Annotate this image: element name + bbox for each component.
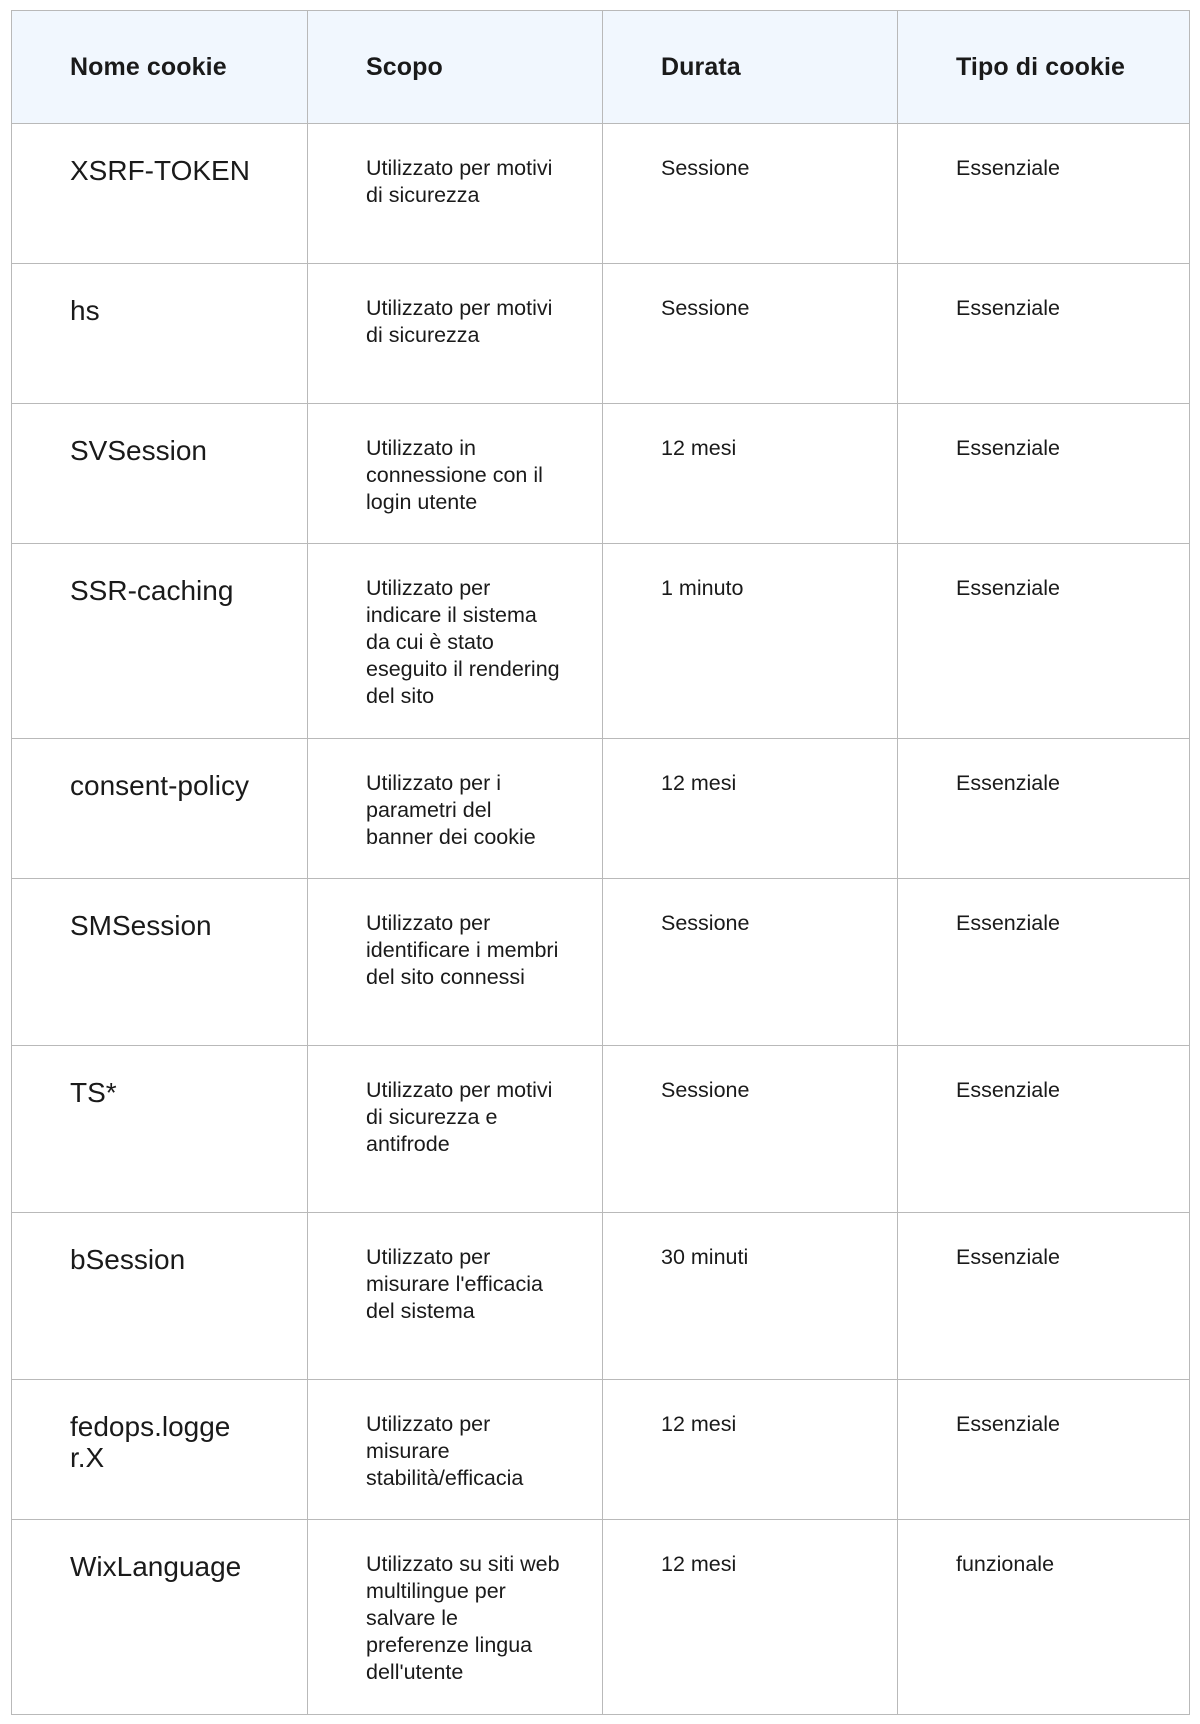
table-row	[12, 544, 1190, 739]
cookie-duration: 12 mesi	[603, 1520, 898, 1715]
table-row	[12, 404, 1190, 544]
table-row	[12, 1520, 1190, 1715]
cookie-type: Essenziale	[898, 1380, 1190, 1520]
cookie-purpose: Utilizzato per i parametri del banner dei cookie	[308, 739, 603, 879]
cookie-name	[12, 1380, 308, 1520]
table-row	[12, 739, 1190, 879]
cookie-type: Essenziale	[898, 1213, 1190, 1380]
cookie-name: XSRF-TOKEN	[12, 124, 308, 264]
table-row	[12, 124, 1190, 264]
cookie-type: Essenziale	[898, 124, 1190, 264]
table-body	[12, 124, 1190, 1715]
cookie-type: Essenziale	[898, 739, 1190, 879]
header-row	[12, 11, 1190, 124]
cookie-type: Essenziale	[898, 264, 1190, 404]
cookie-duration: 1 minuto	[603, 544, 898, 739]
header-type: Tipo di cookie	[898, 11, 1190, 124]
cookie-purpose: Utilizzato su siti web multilingue per salvare le preferenze lingua dell'utente	[308, 1520, 603, 1715]
header-duration: Durata	[603, 11, 898, 124]
cookie-name: WixLanguage	[12, 1520, 308, 1715]
header-purpose: Scopo	[308, 11, 603, 124]
cookie-duration: Sessione	[603, 1046, 898, 1213]
table-row	[12, 879, 1190, 1046]
cookie-duration: 30 minuti	[603, 1213, 898, 1380]
cookie-table	[11, 10, 1190, 1715]
cookie-type: Essenziale	[898, 544, 1190, 739]
table-header	[12, 11, 1190, 124]
cookie-purpose: Utilizzato per misurare stabilità/efficacia	[308, 1380, 603, 1520]
cookie-type: Essenziale	[898, 879, 1190, 1046]
cookie-purpose: Utilizzato per motivi di sicurezza e antifrode	[308, 1046, 603, 1213]
table-row	[12, 1380, 1190, 1520]
cookie-duration: Sessione	[603, 879, 898, 1046]
cookie-name: hs	[12, 264, 308, 404]
cookie-duration: Sessione	[603, 124, 898, 264]
cookie-type: Essenziale	[898, 404, 1190, 544]
cookie-purpose: Utilizzato per indicare il sistema da cui è stato eseguito il rendering del sito	[308, 544, 603, 739]
cookie-duration: Sessione	[603, 264, 898, 404]
cookie-duration: 12 mesi	[603, 739, 898, 879]
cookie-name: SVSession	[12, 404, 308, 544]
header-name: Nome cookie	[12, 11, 308, 124]
cookie-name: TS*	[12, 1046, 308, 1213]
cookie-name: SMSession	[12, 879, 308, 1046]
cookie-name-text: fedops.logger.X	[70, 1411, 231, 1473]
table-row	[12, 264, 1190, 404]
cookie-purpose: Utilizzato per misurare l'efficacia del sistema	[308, 1213, 603, 1380]
cookie-purpose: Utilizzato per motivi di sicurezza	[308, 264, 603, 404]
cookie-purpose: Utilizzato per motivi di sicurezza	[308, 124, 603, 264]
cookie-purpose: Utilizzato in connessione con il login utente	[308, 404, 603, 544]
table-row	[12, 1213, 1190, 1380]
cookie-name: bSession	[12, 1213, 308, 1380]
table-row	[12, 1046, 1190, 1213]
cookie-duration: 12 mesi	[603, 1380, 898, 1520]
cookie-name: SSR-caching	[12, 544, 308, 739]
cookie-purpose: Utilizzato per identificare i membri del sito connessi	[308, 879, 603, 1046]
cookie-duration: 12 mesi	[603, 404, 898, 544]
cookie-name: consent-policy	[12, 739, 308, 879]
cookie-type: funzionale	[898, 1520, 1190, 1715]
cookie-type: Essenziale	[898, 1046, 1190, 1213]
